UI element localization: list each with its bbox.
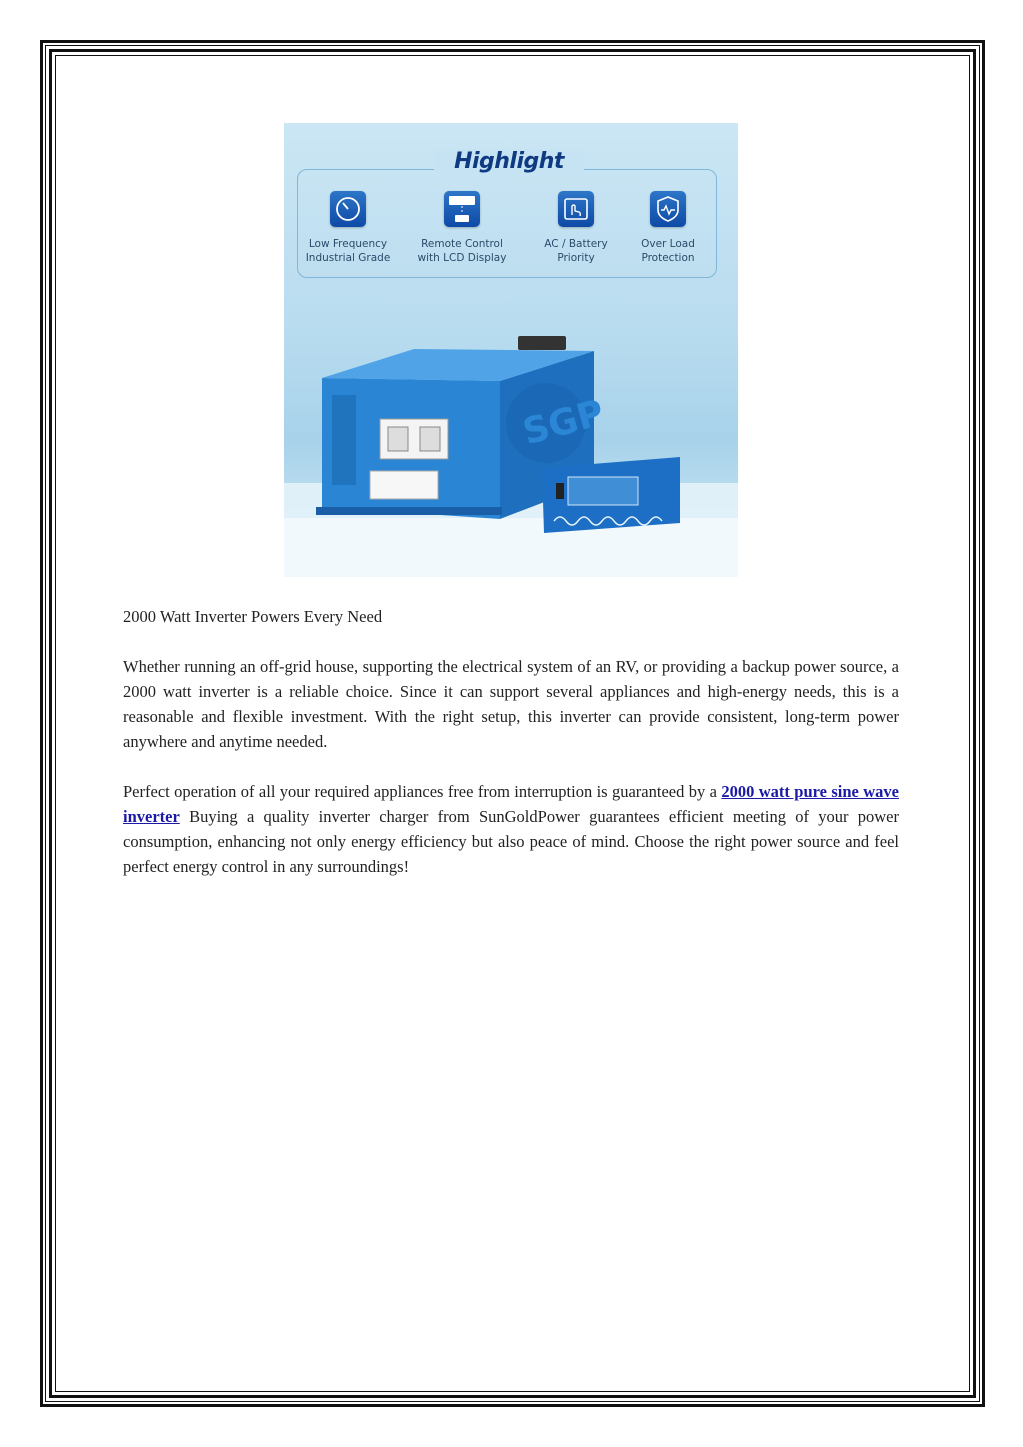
highlight-title: Highlight	[434, 149, 584, 174]
shield-wave-icon	[650, 191, 686, 227]
feature-over-load	[616, 191, 720, 265]
paragraph-2-rest: Buying a quality inverter charger from SunGoldPower guarantees efficient meeting of your power consumption, enhancing not only energy efficiency but also peace of mind. Choose the right power source and feel perfect energy control in any surroundings!	[123, 807, 899, 876]
lcd-remote-icon	[444, 191, 480, 227]
paragraph-2-intro: Perfect operation of all your required appliances free from interruption is guaranteed by a	[123, 782, 722, 801]
hand-touch-icon	[558, 191, 594, 227]
low-frequency-gauge-icon	[330, 191, 366, 227]
article-heading: 2000 Watt Inverter Powers Every Need	[123, 607, 383, 626]
product-image	[284, 123, 738, 577]
feature-label-line2: Industrial Grade	[305, 252, 391, 264]
feature-label-line2: Protection	[641, 252, 695, 264]
feature-label-line1: Remote Control	[421, 238, 503, 250]
feature-label-line1: Low Frequency	[308, 238, 388, 250]
feature-ac-battery	[524, 191, 628, 265]
feature-label-line1: AC / Battery	[544, 238, 608, 250]
article-paragraph-2	[123, 779, 899, 879]
article-paragraph-1: Whether running an off-grid house, supporting the electrical system of an RV, or providing a backup power source, a 2000 watt inverter is a reliable choice. Since it can support several appliances and high-energy needs, this is a reasonable and flexible investment. With the right setup, this inverter can provide consistent, long-term power anywhere and anytime needed.	[123, 657, 899, 751]
feature-label-line1: Over Load	[641, 238, 695, 250]
feature-label-line2: with LCD Display	[417, 252, 507, 264]
feature-label-line2: Priority	[557, 252, 595, 264]
feature-remote-control	[410, 191, 514, 265]
pure-sine-wave-inverter-link[interactable]: 2000 watt pure sine wave inverter	[123, 782, 899, 826]
inverter-logo: SGP	[518, 392, 609, 454]
feature-low-frequency	[296, 191, 400, 265]
